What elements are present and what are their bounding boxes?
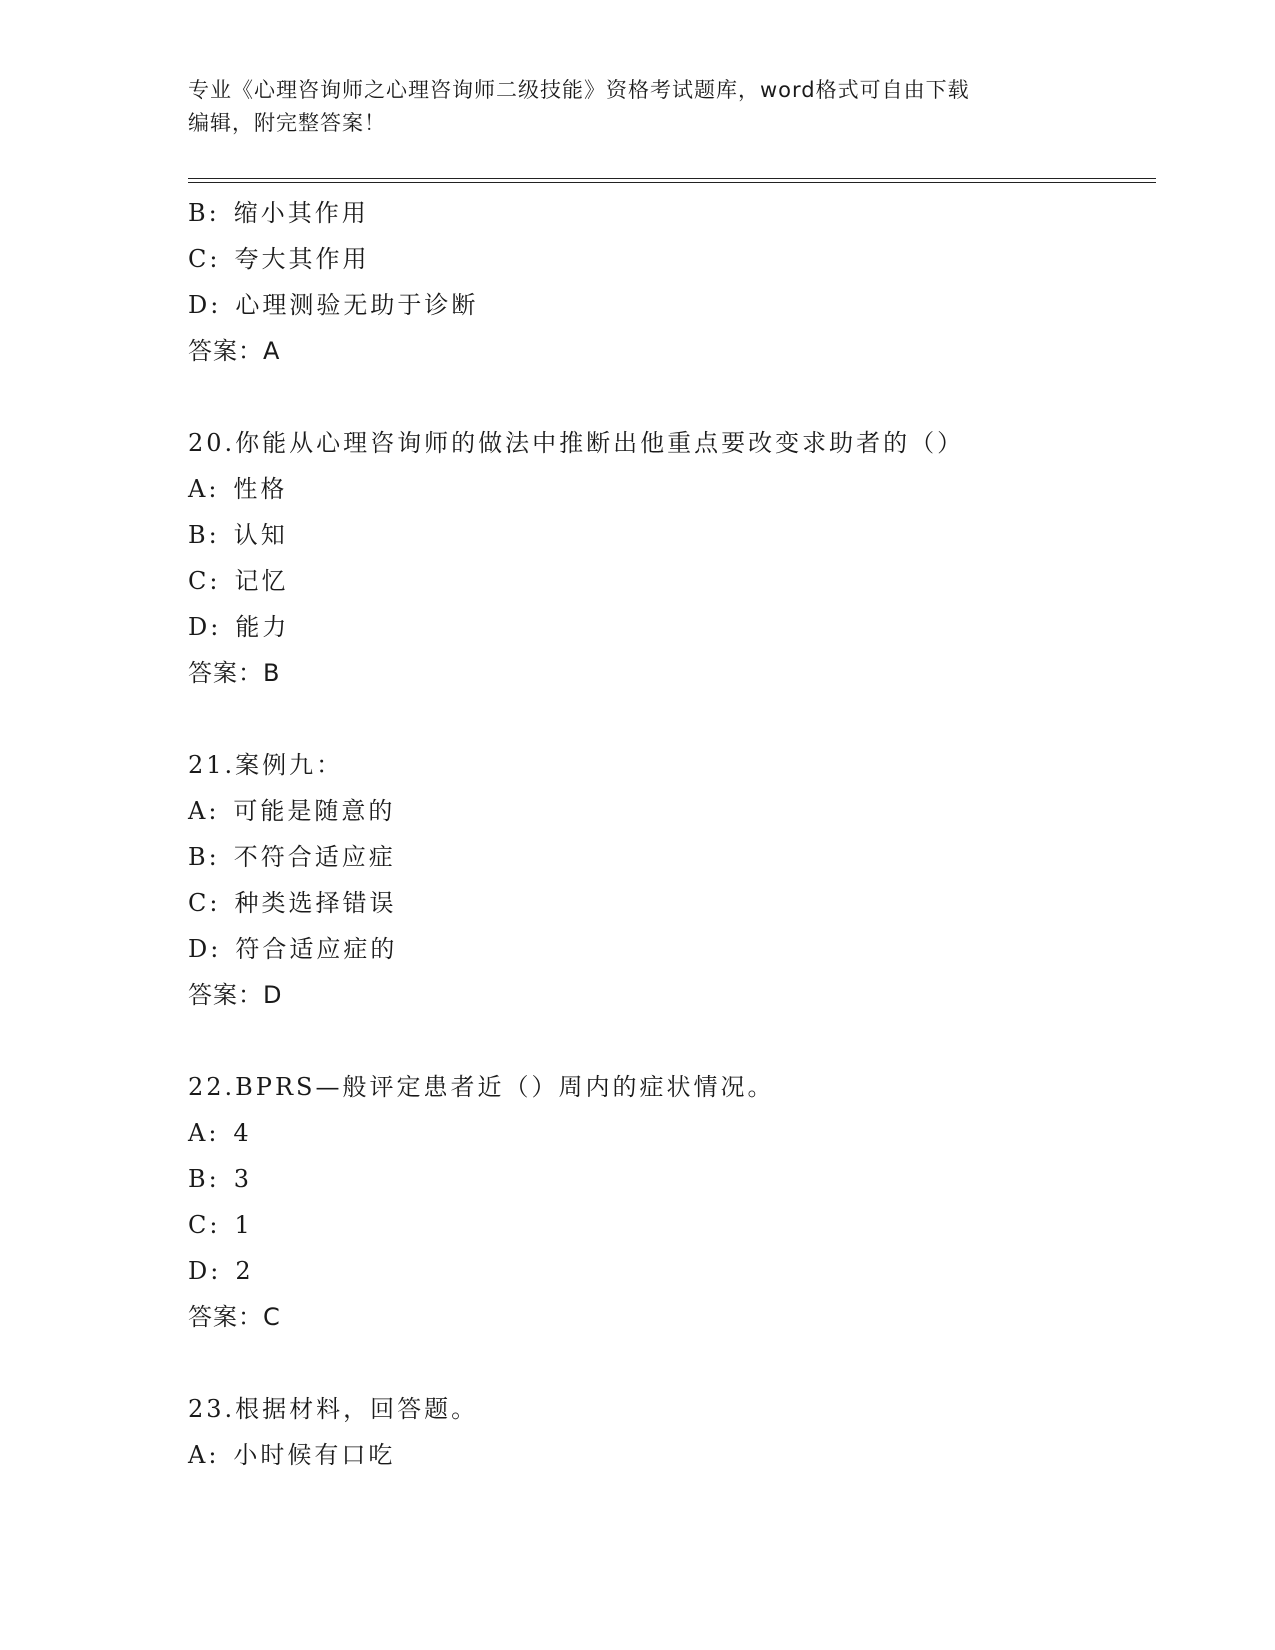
option-row — [188, 834, 1156, 880]
option-letter: C: — [188, 567, 221, 595]
option-text: 种类选择错误 — [234, 889, 397, 917]
answer-line: 答案：B — [188, 659, 281, 687]
option-letter: A: — [188, 475, 220, 503]
header-line-1: 专业《心理咨询师之心理咨询师二级技能》资格考试题库，word格式可自由下载 — [188, 78, 970, 102]
option-letter: D: — [188, 1257, 222, 1285]
question-text: 20.你能从心理咨询师的做法中推断出他重点要改变求助者的（） — [188, 429, 965, 457]
answer-line: 答案：C — [188, 1303, 281, 1331]
question-list — [188, 190, 1156, 1478]
option-letter: B: — [188, 843, 220, 871]
option-letter: D: — [188, 613, 222, 641]
header-line-2: 编辑，附完整答案！ — [188, 111, 386, 135]
question-text: 21.案例九： — [188, 751, 344, 779]
option-letter: B: — [188, 521, 220, 549]
answer-line: 答案：D — [188, 981, 283, 1009]
option-letter: D: — [188, 291, 222, 319]
option-row — [188, 926, 1156, 972]
option-text: 4 — [233, 1119, 252, 1147]
option-letter: A: — [188, 797, 220, 825]
option-text: 2 — [235, 1257, 254, 1285]
option-letter: C: — [188, 1211, 221, 1239]
option-row — [188, 190, 1156, 236]
option-text: 1 — [234, 1211, 253, 1239]
option-row — [188, 236, 1156, 282]
option-text: 认知 — [233, 521, 288, 549]
option-text: 3 — [233, 1165, 253, 1193]
option-row — [188, 1110, 1156, 1156]
option-row — [188, 466, 1156, 512]
option-letter: A: — [188, 1119, 220, 1147]
option-letter: A: — [188, 1441, 220, 1469]
option-text: 不符合适应症 — [233, 843, 396, 871]
option-row — [188, 1432, 1156, 1478]
answer-line: 答案：A — [188, 337, 281, 365]
option-row — [188, 1156, 1156, 1202]
option-text: 缩小其作用 — [233, 199, 369, 227]
option-letter: C: — [188, 889, 221, 917]
option-row — [188, 558, 1156, 604]
option-text: 可能是随意的 — [233, 797, 396, 825]
option-text: 小时候有口吃 — [233, 1441, 396, 1469]
option-row — [188, 604, 1156, 650]
option-letter: D: — [188, 935, 222, 963]
option-row — [188, 1248, 1156, 1294]
option-row — [188, 282, 1156, 328]
option-row — [188, 512, 1156, 558]
header-divider-top — [188, 178, 1156, 179]
option-text: 符合适应症的 — [235, 935, 398, 963]
question-text: 23.根据材料，回答题。 — [188, 1395, 479, 1423]
option-text: 性格 — [233, 475, 288, 503]
option-row — [188, 880, 1156, 926]
option-text: 夸大其作用 — [234, 245, 370, 273]
option-letter: C: — [188, 245, 221, 273]
document-header — [188, 74, 1088, 140]
option-row — [188, 788, 1156, 834]
option-letter: B: — [188, 1165, 220, 1193]
header-divider-bottom — [188, 182, 1156, 183]
option-text: 心理测验无助于诊断 — [235, 291, 479, 319]
option-letter: B: — [188, 199, 220, 227]
option-text: 记忆 — [234, 567, 289, 595]
question-text: 22.BPRS—般评定患者近（）周内的症状情况。 — [188, 1073, 775, 1101]
option-text: 能力 — [235, 613, 290, 641]
option-row — [188, 1202, 1156, 1248]
